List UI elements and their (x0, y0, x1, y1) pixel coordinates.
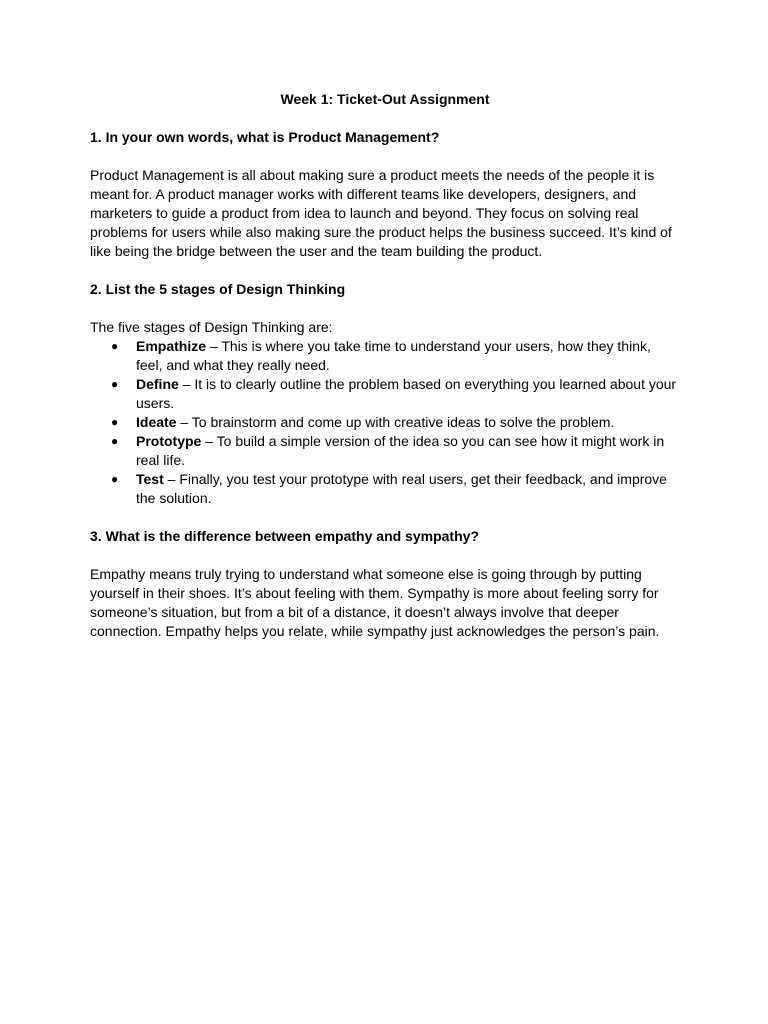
bullet-icon: ● (111, 415, 119, 429)
document-title: Week 1: Ticket-Out Assignment (280, 91, 490, 107)
stage-item-test (90, 470, 680, 508)
question-3: 3. What is the difference between empathy and sympathy? (90, 528, 479, 544)
question-2: 2. List the 5 stages of Design Thinking (90, 281, 346, 297)
stage-item-prototype (90, 432, 680, 470)
stage-description: – To brainstorm and come up with creative ideas to solve the problem. (176, 414, 615, 430)
stage-item-define (90, 375, 680, 413)
bullet-icon: ● (111, 434, 119, 448)
stage-name: Define (136, 376, 179, 392)
stage-item-ideate (90, 413, 680, 432)
bullet-icon: ● (111, 377, 119, 391)
design-thinking-stages-list (90, 337, 680, 508)
stage-name: Test (136, 471, 164, 487)
stage-description: – This is where you take time to understand your users, how they think, feel, and what they really need. (136, 338, 651, 373)
stage-description: – It is to clearly outline the problem based on everything you learned about your users. (136, 376, 677, 411)
stage-item-empathize (90, 337, 680, 375)
answer-2-intro: The five stages of Design Thinking are: (90, 319, 333, 335)
stage-description: – Finally, you test your prototype with real users, get their feedback, and improve the solution. (136, 471, 667, 506)
stage-name: Empathize (136, 338, 207, 354)
bullet-icon: ● (111, 339, 119, 353)
document-page (90, 90, 680, 660)
stage-name: Ideate (136, 414, 177, 430)
stage-description: – To build a simple version of the idea so you can see how it might work in real life. (136, 433, 665, 468)
answer-3: Empathy means truly trying to understand what someone else is going through by putting yourself in their shoes. It’s about feeling with them. Sympathy is more about feeling sorry for someone’s situation, but from a bit of a distance, it doesn’t always involve that deeper connection. Empathy helps you relate, while sympathy just acknowledges the person’s pain. (90, 566, 660, 639)
answer-1: Product Management is all about making sure a product meets the needs of the people it is meant for. A product manager works with different teams like developers, designers, and marketers to guide a product from idea to launch and beyond. They focus on solving real problems for users while also making sure the product helps the business succeed. It’s kind of like being the bridge between the user and the team building the product. (90, 167, 672, 259)
stage-name: Prototype (136, 433, 202, 449)
question-1: 1. In your own words, what is Product Management? (90, 129, 440, 145)
bullet-icon: ● (111, 472, 119, 486)
